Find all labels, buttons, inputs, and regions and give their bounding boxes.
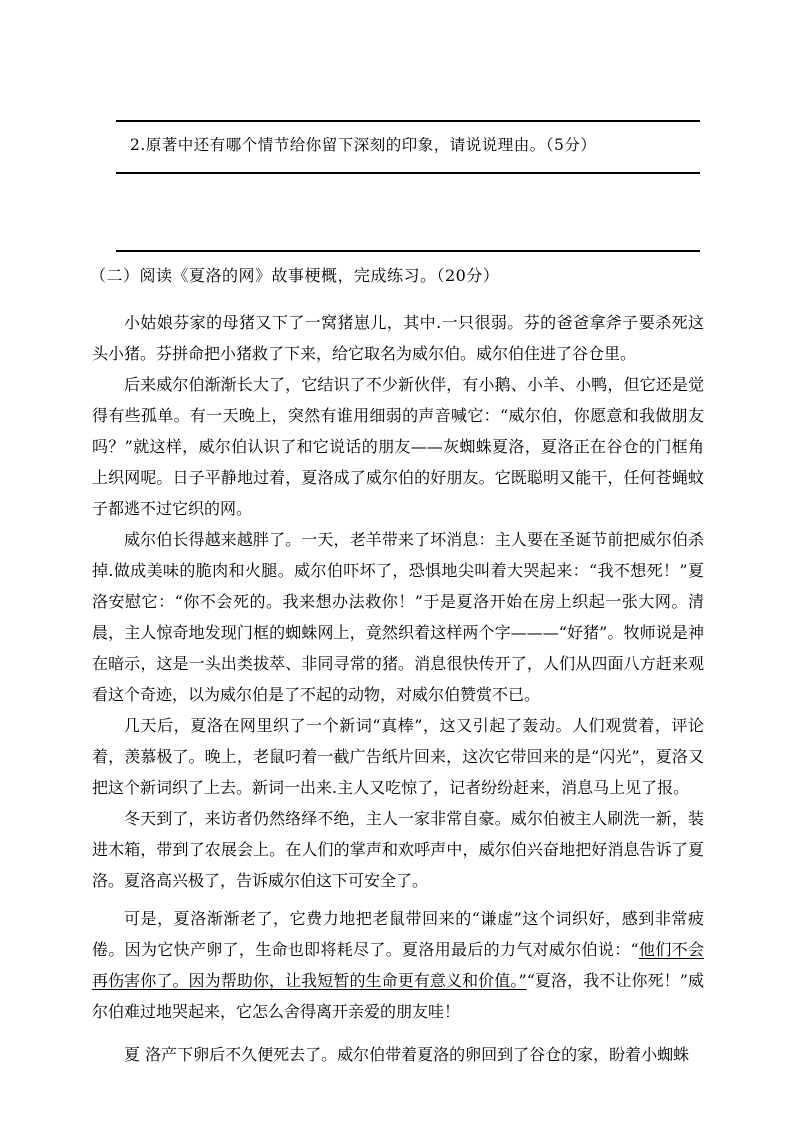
answer-rule-middle bbox=[116, 172, 700, 174]
story-p6-underlined-sentence: 他们不会再伤害你了。因为帮助你，让我短暂的生命更有意义和价值。” bbox=[92, 940, 704, 990]
story-paragraph-1: 小姑娘芬家的母猪又下了一窝猪崽儿，其中.一只很弱。芬的爸爸拿斧子要杀死这头小猪。芬拼命把小猪救了下来，给它取名为威尔伯。威尔伯住进了谷仓里。 bbox=[92, 313, 704, 363]
story-paragraph-7: 夏 洛产下卵后不久便死去了。威尔伯带着夏洛的卵回到了谷仓的家，盼着小蜘蛛 bbox=[124, 1045, 690, 1064]
story-paragraph-6 bbox=[92, 903, 704, 1027]
story-paragraph-3: 威尔伯长得越来越胖了。一天，老羊带来了坏消息：主人要在圣诞节前把威尔伯杀掉.做成美味的脆肉和火腿。威尔伯吓坏了，恐惧地尖叫着大哭起来：“我不想死！”夏洛安慰它：“你不会死的。我来想办法救你！”于是夏洛开始在房上织起一张大网。清晨，主人惊奇地发现门框的蜘蛛网上，竟然织着这样两个字———“好猪”。牧师说是神在暗示，这是一头出类拔萃、非同寻常的猪。消息很快传开了，人们从四面八方赶来观看这个奇迹，以为威尔伯是了不起的动物，对威尔伯赞赏不已。 bbox=[92, 530, 704, 704]
question-2-text: 2.原著中还有哪个情节给你留下深刻的印象，请说说理由。（5分） bbox=[130, 136, 597, 154]
story-text-block bbox=[92, 307, 704, 1070]
answer-rule-bottom bbox=[116, 250, 700, 252]
section-heading: （二）阅读《夏洛的网》故事梗概，完成练习。（20分） bbox=[90, 266, 500, 285]
story-p6-after: “夏洛，我不让你死！”威尔伯难过地哭起来，它怎么舍得离开亲爱的朋友哇！ bbox=[92, 971, 704, 1021]
story-p6-before: 可是，夏洛渐渐老了，它费力地把老鼠带回来的“谦虚”这个词织好，感到非常疲倦。因为它快产卵了，生命也即将耗尽了。夏洛用最后的力气对威尔伯说：“ bbox=[92, 909, 704, 959]
story-paragraph-4: 几天后，夏洛在网里织了一个新词“真棒”，这又引起了轰动。人们观赏着，评论着，羡慕极了。晚上，老鼠叼着一截广告纸片回来，这次它带回来的是“闪光”，夏洛又把这个新词织了上去。新词一出来.主人又吃惊了，记者纷纷赶来，消息马上见了报。 bbox=[92, 716, 704, 797]
story-paragraph-5: 冬天到了，来访者仍然络绎不绝，主人一家非常自豪。威尔伯被主人刷洗一新，装进木箱，带到了农展会上。在人们的掌声和欢呼声中，威尔伯兴奋地把好消息告诉了夏洛。夏洛高兴极了，告诉威尔伯这下可安全了。 bbox=[92, 809, 704, 890]
answer-rule-top bbox=[116, 120, 700, 122]
story-paragraph-2: 后来威尔伯渐渐长大了，它结识了不少新伙伴，有小鹅、小羊、小鸭，但它还是觉得有些孤单。有一天晚上，突然有谁用细弱的声音喊它：“威尔伯，你愿意和我做朋友吗？”就这样，威尔伯认识了和它说话的朋友——灰蜘蛛夏洛，夏洛正在谷仓的门框角上织网呢。日子平静地过着，夏洛成了威尔伯的好朋友。它既聪明又能干，任何苍蝇蚊子都逃不过它织的网。 bbox=[92, 375, 704, 518]
